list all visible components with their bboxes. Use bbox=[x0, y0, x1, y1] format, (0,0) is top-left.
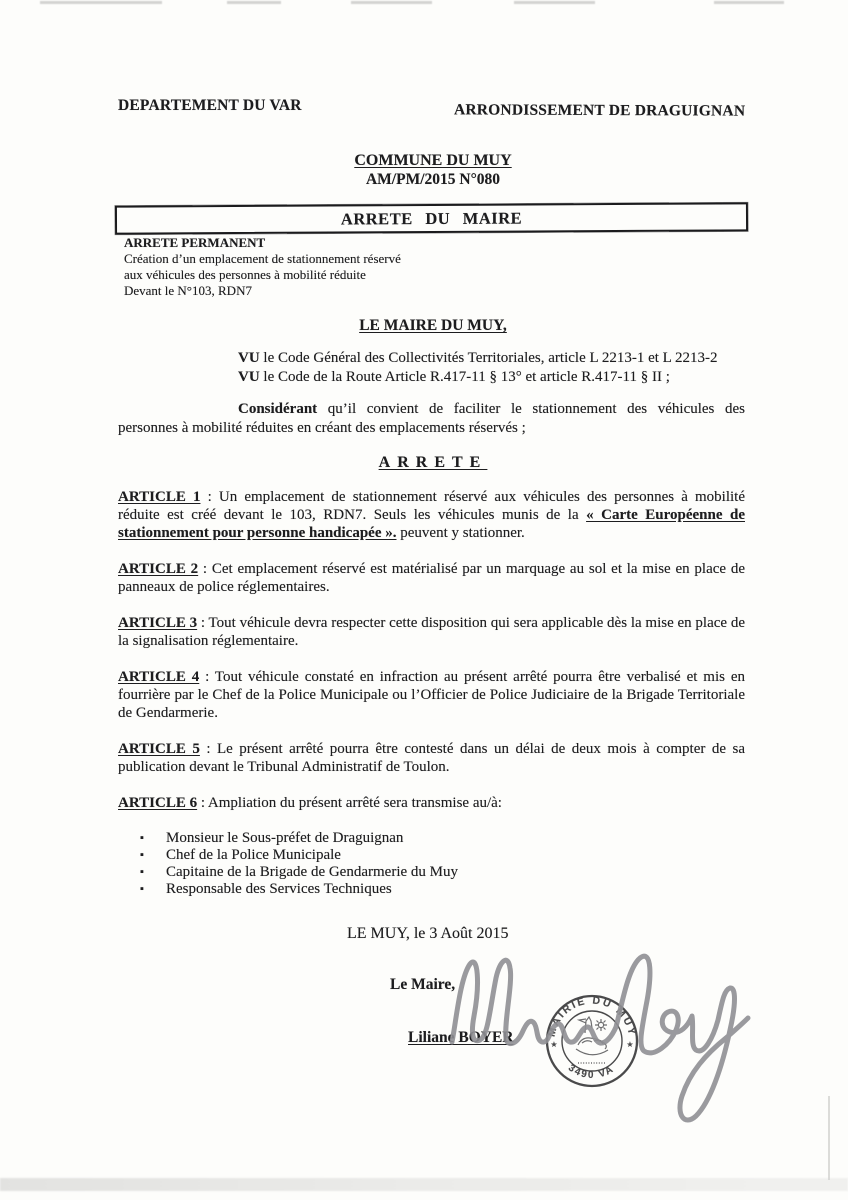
list-item: ▪ Chef de la Police Municipale bbox=[166, 847, 745, 864]
visa-prefix: VU bbox=[238, 369, 260, 385]
visa-prefix: VU bbox=[238, 350, 260, 366]
article-label: ARTICLE 1 bbox=[118, 489, 201, 505]
subject-line: Création d’un emplacement de stationnement réservé bbox=[124, 251, 401, 266]
place-date: LE MUY, le 3 Août 2015 bbox=[347, 925, 509, 942]
municipal-stamp bbox=[546, 994, 639, 1086]
department-heading: DEPARTEMENT DU VAR bbox=[118, 97, 302, 114]
visa-line bbox=[238, 368, 718, 387]
signatory-title: Le Maire, bbox=[390, 976, 456, 993]
list-item: ▪ Capitaine de la Brigade de Gendarmerie du Muy bbox=[166, 864, 745, 881]
scan-artifact-edge-line bbox=[828, 1096, 830, 1180]
arrondissement-heading: ARRONDISSEMENT DE DRAGUIGNAN bbox=[453, 101, 746, 120]
article-text: : Ampliation du présent arrêté sera transmise au/à: bbox=[197, 795, 502, 811]
list-item: ▪ Monsieur le Sous-préfet de Draguignan bbox=[166, 830, 745, 847]
article-text: : Tout véhicule devra respecter cette disposition qui sera applicable dès la mise en place de la signalisation réglementaire. bbox=[118, 615, 745, 649]
decree-title: ARRETE DU MAIRE bbox=[340, 208, 523, 229]
document-header bbox=[118, 97, 746, 120]
article-paragraph bbox=[118, 488, 745, 542]
scan-artifact-top-dash bbox=[514, 1, 595, 4]
decree-subject bbox=[124, 235, 401, 299]
article-paragraph bbox=[118, 560, 745, 596]
commune-block bbox=[118, 151, 748, 189]
article-text: : Le présent arrêté pourra être contesté dans un délai de deux mois à compter de sa publication devant le Tribunal Administratif de Toulon. bbox=[118, 741, 746, 775]
article-label: ARTICLE 3 bbox=[118, 615, 198, 631]
scan-artifact-top-dash bbox=[351, 1, 432, 4]
subject-line: aux véhicules des personnes à mobilité réduite bbox=[124, 267, 366, 282]
article-paragraph bbox=[118, 668, 745, 722]
considerant-text: qu’il convient de faciliter le stationnement des véhicules des personnes à mobilité réduites en créant des emplacements réservés ; bbox=[118, 401, 745, 436]
salutation: LE MAIRE DU MUY, bbox=[359, 317, 507, 334]
stamp-top-text: MAIRIE DU MUY bbox=[545, 994, 639, 1038]
articles-section bbox=[118, 488, 745, 898]
article-label: ARTICLE 2 bbox=[118, 561, 199, 577]
visa-block bbox=[238, 349, 718, 387]
article-text: peuvent y stationner. bbox=[396, 525, 525, 541]
decree-reference: AM/PM/2015 N°080 bbox=[365, 171, 501, 188]
decree-type-label: ARRETE PERMANENT bbox=[124, 235, 266, 250]
subject-line: Devant le N°103, RDN7 bbox=[124, 283, 252, 298]
stamp-star-right: ★ bbox=[626, 1040, 634, 1049]
scan-artifact-top-dash bbox=[227, 1, 281, 4]
article-text: : Tout véhicule constaté en infraction au présent arrêté pourra être verbalisé et mis en fourrière par le Chef de la Police Municipale ou l’Officier de Police Judiciaire de la Brigade Territoriale de Gendarmerie. bbox=[118, 669, 745, 721]
arrete-heading: ARRETE bbox=[378, 454, 488, 471]
decree-title-box bbox=[115, 202, 748, 234]
article-paragraph bbox=[118, 794, 745, 812]
visa-line bbox=[238, 349, 718, 368]
article-paragraph bbox=[118, 614, 745, 650]
list-item: ▪ Responsable des Services Techniques bbox=[166, 881, 745, 898]
article-text: : Cet emplacement réservé est matérialisé par un marquage au sol et la mise en place de panneaux de police réglementaires. bbox=[118, 561, 745, 595]
stamp-star-left: ★ bbox=[550, 1040, 558, 1049]
signatory-name: Liliane BOYER bbox=[408, 1029, 514, 1046]
article-emphasis: « Carte Européenne de stationnement pour personne handicapée ». bbox=[118, 507, 745, 541]
article-label: ARTICLE 4 bbox=[118, 669, 200, 685]
scan-artifact-bottom-band bbox=[0, 1178, 848, 1191]
considerant-prefix: Considérant bbox=[238, 401, 318, 417]
stamp-inner-ring bbox=[562, 1011, 622, 1071]
visa-text: le Code Général des Collectivités Territoriales, article L 2213-1 et L 2213-2 bbox=[259, 350, 718, 366]
distribution-list bbox=[118, 830, 745, 898]
article-text: : Un emplacement de stationnement réservé aux véhicules des personnes à mobilité réduite est créé devant le 103, RDN7. Seuls les véhicules munis de la bbox=[118, 489, 745, 523]
article-paragraph bbox=[118, 740, 745, 776]
stamp-outer-ring bbox=[547, 996, 637, 1086]
stamp-coat-of-arms bbox=[576, 1017, 608, 1063]
commune-title: COMMUNE DU MUY bbox=[354, 152, 512, 169]
scan-artifact-top-dash bbox=[40, 1, 162, 4]
visa-text: le Code de la Route Article R.417-11 § 13° et article R.417-11 § II ; bbox=[259, 369, 670, 385]
stamp-bottom-text: 83490 VAR bbox=[566, 1033, 617, 1082]
article-label: ARTICLE 5 bbox=[118, 741, 200, 757]
considerant-paragraph bbox=[118, 400, 745, 437]
article-label: ARTICLE 6 bbox=[118, 795, 198, 811]
scan-artifact-top-dash bbox=[714, 1, 784, 4]
